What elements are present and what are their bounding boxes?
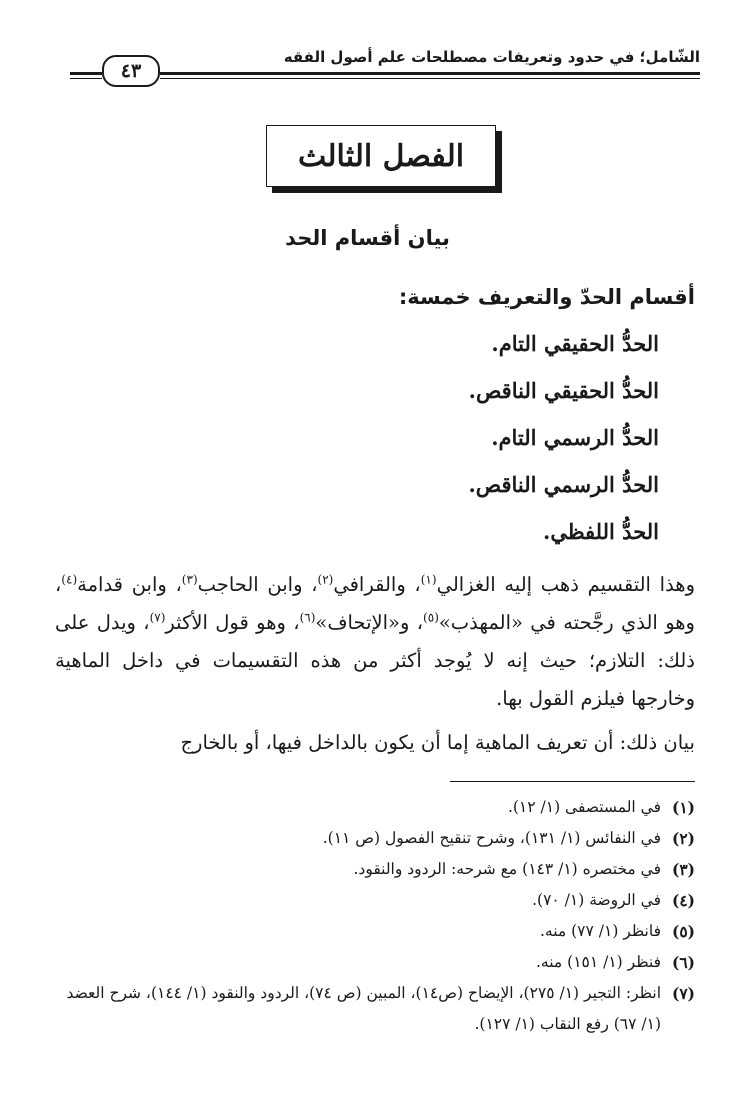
list-item: الحدُّ الحقيقي الناقص. bbox=[468, 378, 659, 403]
footnote-number: (٢) bbox=[671, 829, 695, 848]
footnote bbox=[55, 916, 695, 947]
page-number: ٤٣ bbox=[102, 55, 160, 87]
footnote bbox=[55, 823, 695, 854]
para-text: ، وابن قدامة bbox=[77, 573, 182, 596]
footnote bbox=[55, 978, 695, 1040]
footnote-ref[interactable]: (٥) bbox=[423, 610, 439, 625]
list-item: الحدُّ الرسمي الناقص. bbox=[468, 472, 659, 497]
list-item: الحدُّ الرسمي التام. bbox=[491, 425, 659, 450]
para-text: وهذا التقسيم ذهب إليه الغزالي bbox=[436, 573, 696, 596]
para-text: ، وهو قول الأكثر bbox=[165, 611, 300, 634]
footnote-ref[interactable]: (٧) bbox=[149, 610, 166, 625]
footnote-ref[interactable]: (٤) bbox=[61, 572, 78, 587]
footnote-text: في النفائس (١/ ١٣١)، وشرح تنقيح الفصول (ص ١١). bbox=[322, 829, 661, 847]
header-rule-thin bbox=[160, 78, 700, 79]
chapter-title: الفصل الثالث bbox=[297, 138, 465, 174]
footnote-number: (٥) bbox=[671, 922, 695, 941]
list-item: الحدُّ الحقيقي التام. bbox=[491, 331, 659, 356]
body-paragraph-2: بيان ذلك: أن تعريف الماهية إما أن يكون بالداخل فيها، أو بالخارج bbox=[180, 731, 695, 754]
footnote-number: (٤) bbox=[671, 891, 695, 910]
para-text: ، وهو الذي رجَّحته في «المهذب» bbox=[55, 573, 695, 634]
footnote-number: (٦) bbox=[671, 953, 695, 972]
footnote-text: فانظر (١/ ٧٧) منه. bbox=[539, 922, 661, 940]
chapter-title-box bbox=[266, 125, 496, 187]
section-subtitle: بيان أقسام الحد bbox=[285, 226, 450, 250]
footnote-number: (١) bbox=[671, 798, 695, 817]
intro-line: أقسام الحدّ والتعريف خمسة: bbox=[398, 285, 695, 309]
footnote-text: في مختصره (١/ ١٤٣) مع شرحه: الردود والنقود. bbox=[353, 860, 661, 878]
footnote bbox=[55, 947, 695, 978]
body-paragraph bbox=[55, 566, 695, 718]
footnote-ref[interactable]: (٦) bbox=[299, 610, 316, 625]
para-text: ، وابن الحاجب bbox=[197, 573, 318, 596]
footnote-text: في الروضة (١/ ٧٠). bbox=[532, 891, 661, 909]
running-header-title: الشّامل؛ في حدود وتعريفات مصطلحات علم أصول الفقه bbox=[283, 48, 700, 66]
footnote bbox=[55, 885, 695, 916]
page-number-rule-thin bbox=[70, 78, 102, 79]
footnotes bbox=[55, 792, 695, 1040]
para-text: ، و«الإتحاف» bbox=[315, 611, 424, 634]
footnote-ref[interactable]: (٣) bbox=[181, 572, 198, 587]
footnote-separator bbox=[450, 781, 695, 782]
footnote-text: في المستصفى (١/ ١٢). bbox=[507, 798, 661, 816]
footnote bbox=[55, 792, 695, 823]
page-number-rule bbox=[70, 72, 102, 75]
para-text: ، ويدل على ذلك: التلازم؛ حيث إنه لا يُوجد أكثر من هذه التقسيمات في داخل الماهية وخارجها فيلزم القول بها. bbox=[55, 611, 695, 710]
footnote-ref[interactable]: (٢) bbox=[317, 572, 334, 587]
header-rule bbox=[160, 72, 700, 75]
para-text: ، والقرافي bbox=[333, 573, 421, 596]
footnote-text: فنظر (١/ ١٥١) منه. bbox=[536, 953, 661, 971]
list-item: الحدُّ اللفظي. bbox=[543, 519, 659, 544]
footnote-text: انظر: التجير (١/ ٢٧٥)، الإيضاح (ص١٤)، المبين (ص ٧٤)، الردود والنقود (١/ ١٤٤)، شرح العضد (١/ ٦٧) رفع النقاب (١/ ١٢٧). bbox=[66, 984, 661, 1033]
footnote-number: (٣) bbox=[671, 860, 695, 879]
running-header bbox=[70, 48, 700, 92]
footnote-ref[interactable]: (١) bbox=[420, 572, 437, 587]
footnote-number: (٧) bbox=[671, 984, 695, 1003]
footnote bbox=[55, 854, 695, 885]
